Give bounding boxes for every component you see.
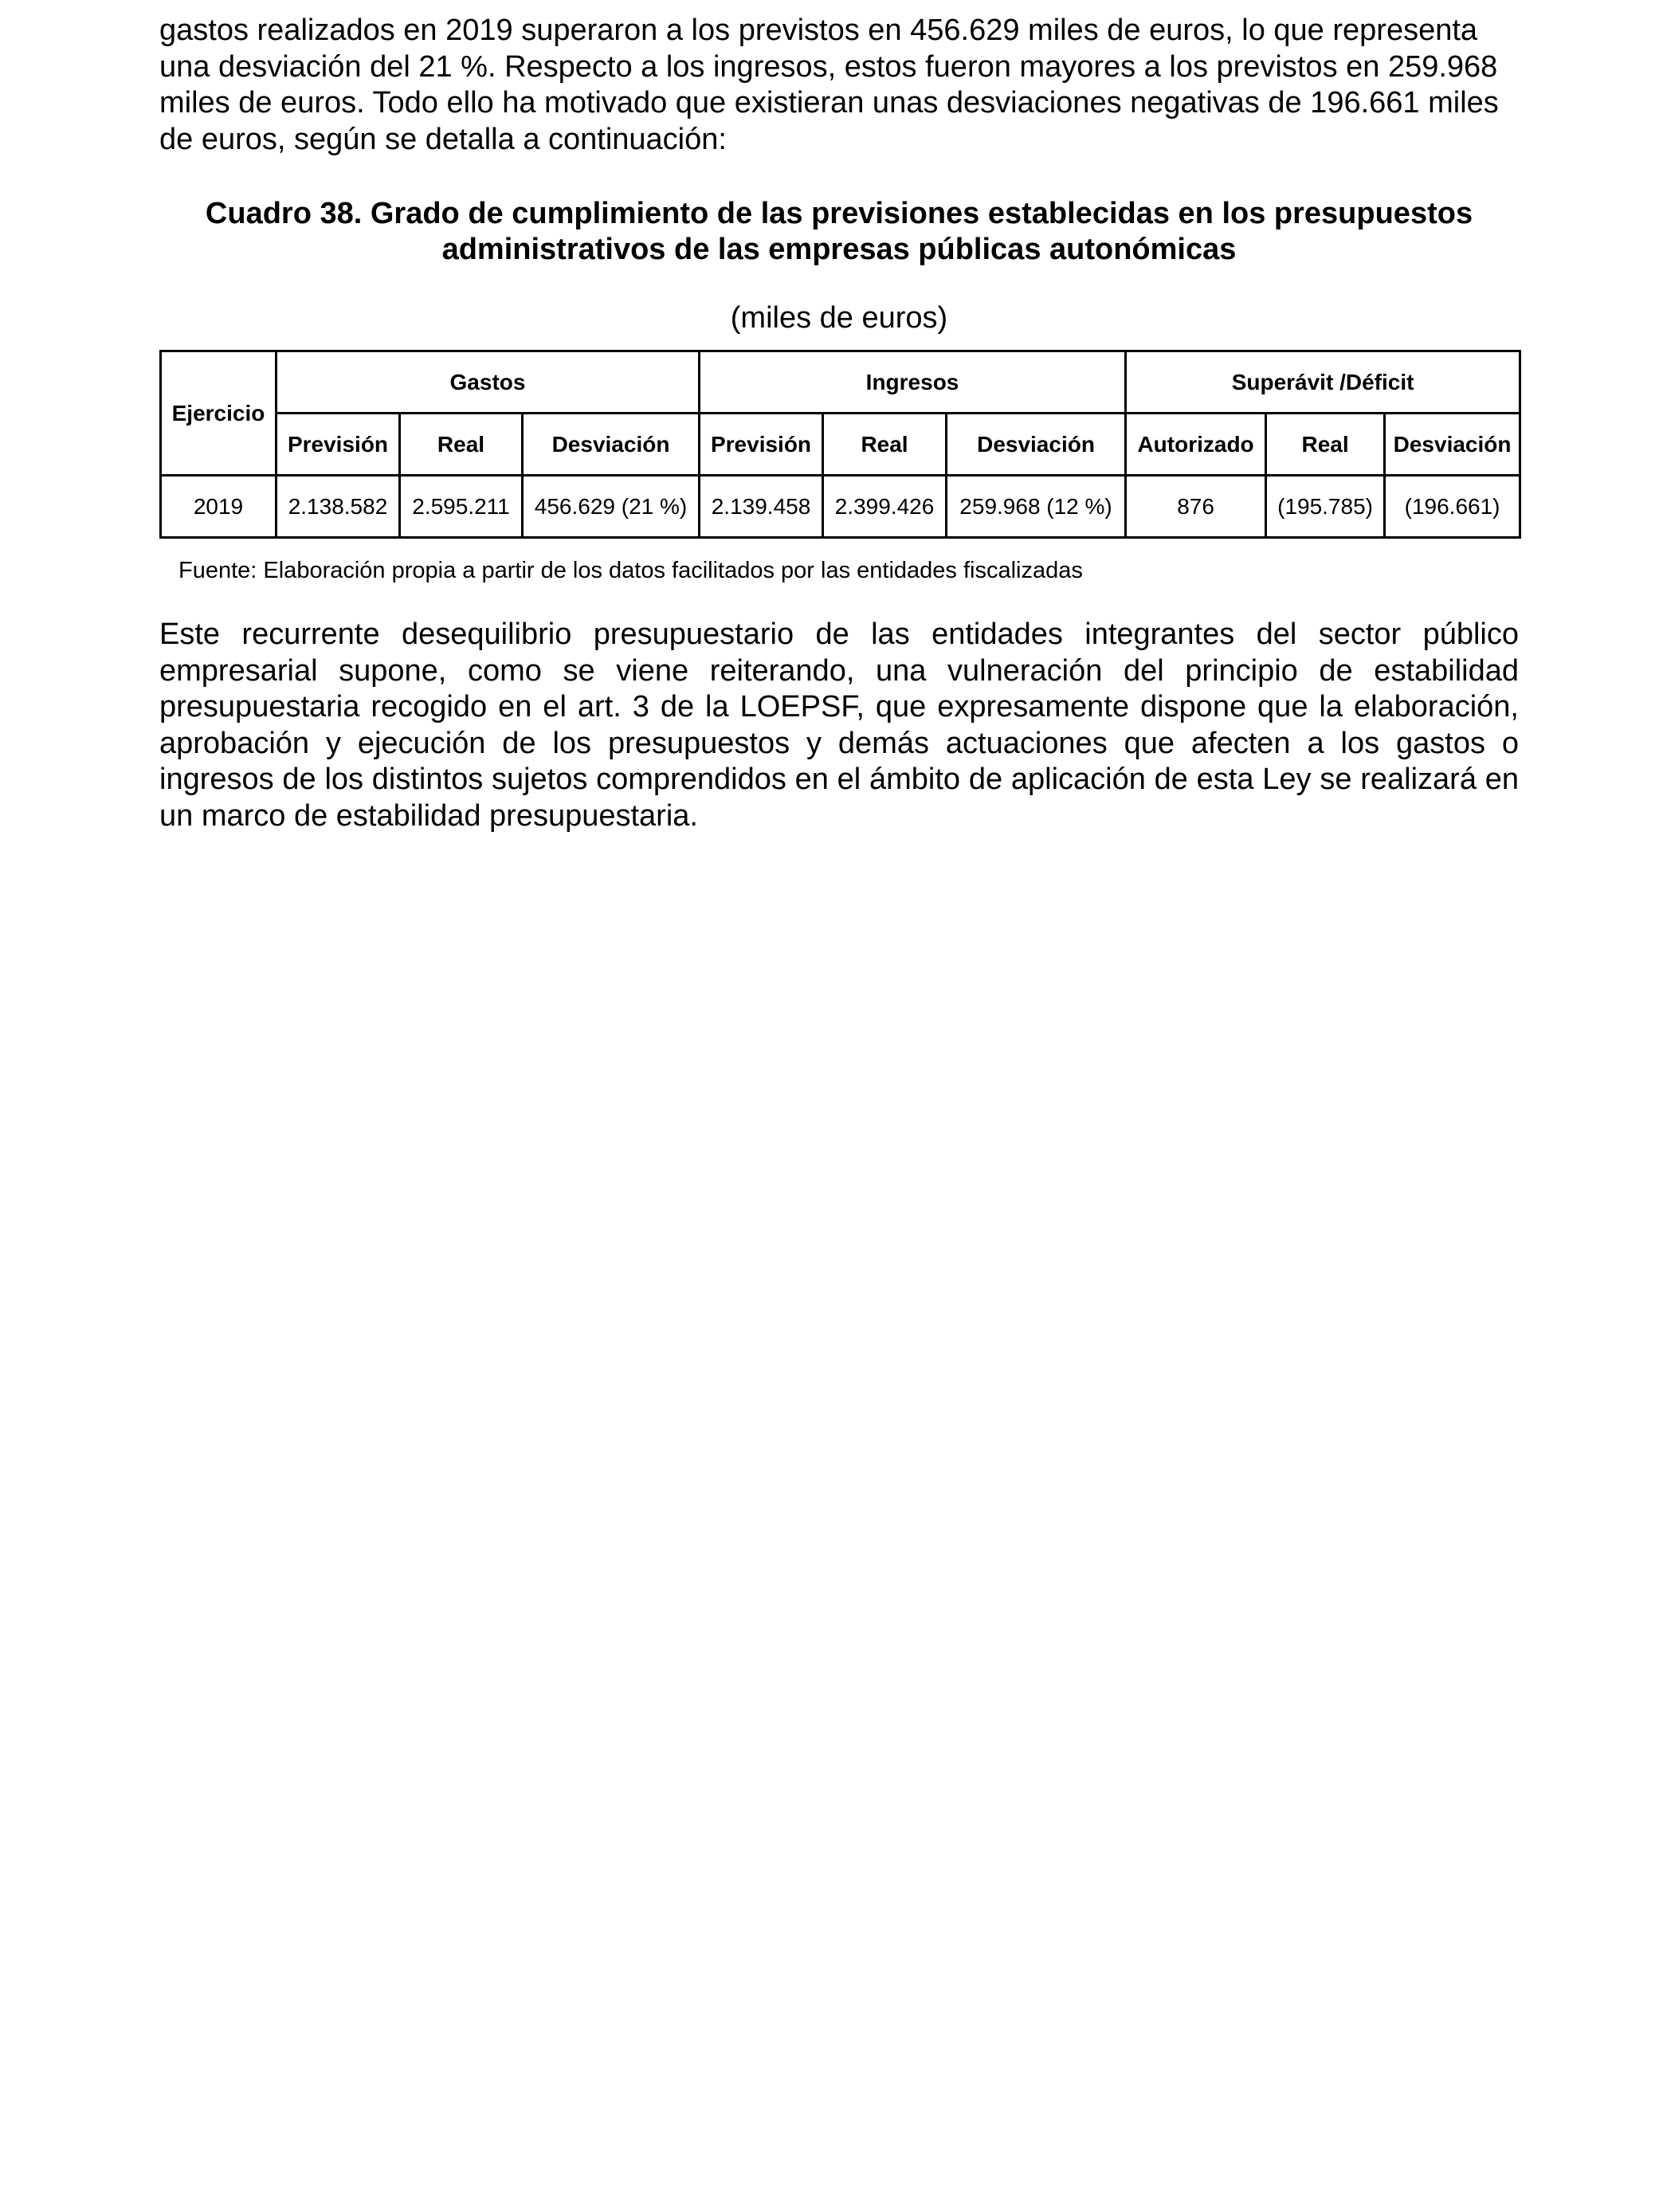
header-gastos-desviacion: Desviación — [523, 414, 700, 476]
header-gastos-prevision: Previsión — [276, 414, 400, 476]
cell-superavit-desviacion: (196.661) — [1385, 476, 1520, 538]
header-ingresos-desviacion: Desviación — [947, 414, 1126, 476]
table-header-row-groups — [161, 351, 1520, 414]
table-title — [159, 196, 1519, 268]
table-row — [161, 476, 1520, 538]
cell-ingresos-desviacion: 259.968 (12 %) — [947, 476, 1126, 538]
header-superavit-deficit: Superávit /Déficit — [1126, 351, 1520, 414]
table-title-line-1: Cuadro 38. Grado de cumplimiento de las previsiones establecidas en los presupuestos — [205, 197, 1473, 230]
document-page — [159, 13, 1519, 834]
closing-paragraph: Este recurrente desequilibrio presupuestario de las entidades integrantes del sector público empresarial supone, como se viene reiterando, una vulneración del principio de estabilidad presupuestaria recogido en el art. 3 de la LOEPSF, que expresamente dispone que la elaboración, aprobación y ejecución de los presupuestos y demás actuaciones que afecten a los gastos o ingresos de los distintos sujetos comprendidos en el ámbito de aplicación de esta Ley se realizará en un marco de estabilidad presupuestaria. — [159, 618, 1519, 833]
header-ingresos-prevision: Previsión — [700, 414, 823, 476]
table-source-note: Fuente: Elaboración propia a partir de los datos facilitados por las entidades fiscalizadas — [178, 558, 1083, 583]
cell-superavit-real: (195.785) — [1266, 476, 1385, 538]
cell-ejercicio: 2019 — [161, 476, 276, 538]
intro-paragraph: gastos realizados en 2019 superaron a los previstos en 456.629 miles de euros, lo que representa una desviación del 21 %. Respecto a los ingresos, estos fueron mayores a los previstos en 259.968 miles de euros. Todo ello ha motivado que existieran unas desviaciones negativas de 196.661 miles de euros, según se detalla a continuación: — [159, 14, 1499, 156]
cell-superavit-autorizado: 876 — [1126, 476, 1266, 538]
header-ingresos: Ingresos — [700, 351, 1126, 414]
cell-ingresos-prevision: 2.139.458 — [700, 476, 823, 538]
header-superavit-real: Real — [1266, 414, 1385, 476]
header-ejercicio: Ejercicio — [161, 351, 276, 476]
table-title-line-2: administrativos de las empresas públicas autonómicas — [441, 233, 1237, 266]
table-header-row-sub — [161, 414, 1520, 476]
budget-compliance-table — [159, 350, 1521, 539]
header-gastos-real: Real — [400, 414, 523, 476]
table-units: (miles de euros) — [730, 301, 948, 335]
cell-gastos-desviacion: 456.629 (21 %) — [523, 476, 700, 538]
cell-ingresos-real: 2.399.426 — [823, 476, 947, 538]
cell-gastos-prevision: 2.138.582 — [276, 476, 400, 538]
header-superavit-autorizado: Autorizado — [1126, 414, 1266, 476]
header-gastos: Gastos — [276, 351, 700, 414]
header-ingresos-real: Real — [823, 414, 947, 476]
cell-gastos-real: 2.595.211 — [400, 476, 523, 538]
header-superavit-desviacion: Desviación — [1385, 414, 1520, 476]
